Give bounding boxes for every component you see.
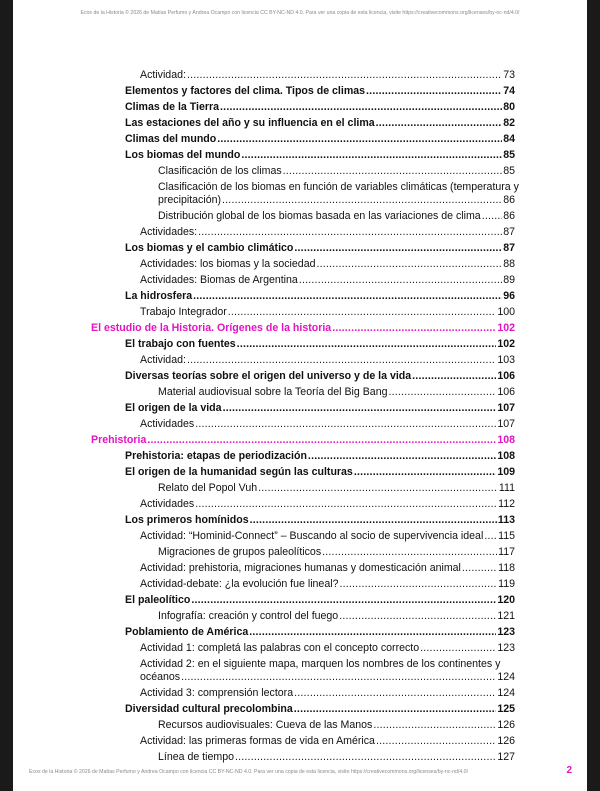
dot-leader (388, 386, 496, 399)
toc-entry-page: 106 (497, 386, 515, 398)
toc-entry-title: Actividad: las primeras formas de vida en América (140, 735, 375, 747)
dot-leader (462, 562, 497, 575)
toc-entry-title: Poblamiento de América (125, 626, 249, 638)
toc-entry-page: 108 (497, 450, 515, 462)
page-number: 2 (566, 765, 572, 776)
table-of-contents (13, 68, 587, 766)
toc-entry-page: 87 (503, 242, 515, 254)
dot-leader (198, 226, 502, 239)
toc-entry-page: 100 (497, 306, 515, 318)
toc-entry[interactable] (13, 209, 587, 225)
document-page (13, 0, 587, 791)
toc-entry-title: El estudio de la Historia. Orígenes de la historia (91, 322, 332, 334)
toc-entry[interactable] (13, 100, 587, 116)
toc-entry[interactable] (13, 273, 587, 289)
toc-entry-page: 127 (497, 751, 515, 763)
toc-entry-title: Elementos y factores del clima. Tipos de climas (125, 85, 366, 97)
toc-entry-title: Actividades (140, 498, 195, 510)
dot-leader (195, 418, 496, 431)
toc-entry-page: 111 (498, 482, 515, 494)
toc-entry-title: Actividades: Biomas de Argentina (140, 274, 298, 286)
toc-entry-page: 96 (503, 290, 515, 302)
dot-leader (484, 530, 497, 543)
dot-leader (482, 210, 503, 223)
toc-entry[interactable] (13, 529, 587, 545)
toc-entry-title-first-line: Actividad 2: en el siguiente mapa, marquen los nombres de los continentes y (140, 658, 501, 670)
toc-entry-page: 82 (503, 117, 515, 129)
toc-entry-page: 120 (497, 594, 515, 606)
toc-entry[interactable] (13, 702, 587, 718)
toc-entry-page: 115 (498, 530, 515, 542)
toc-entry[interactable] (13, 750, 587, 766)
toc-entry[interactable] (13, 465, 587, 481)
toc-entry[interactable] (13, 625, 587, 641)
dot-leader (187, 354, 496, 367)
toc-entry[interactable] (13, 481, 587, 497)
dot-leader (294, 703, 497, 716)
toc-entry-title: Material audiovisual sobre la Teoría del Big Bang (158, 386, 388, 398)
toc-entry-page: 113 (497, 514, 515, 526)
toc-entry[interactable] (13, 116, 587, 132)
toc-entry[interactable] (13, 417, 587, 433)
toc-entry-title: El origen de la vida (125, 402, 222, 414)
toc-entry-page: 89 (503, 274, 515, 286)
toc-entry[interactable] (13, 337, 587, 353)
dot-leader (339, 578, 497, 591)
dot-leader (147, 434, 496, 447)
toc-entry-title: Recursos audiovisuales: Cueva de las Manos (158, 719, 373, 731)
toc-entry-page: 125 (497, 703, 515, 715)
dot-leader (316, 258, 502, 271)
dot-leader (241, 149, 502, 162)
toc-entry[interactable] (13, 641, 587, 657)
toc-entry[interactable] (13, 164, 587, 180)
toc-entry-page: 123 (497, 626, 515, 638)
toc-entry-page: 112 (498, 498, 515, 510)
toc-entry-title: Clasificación de los climas (158, 165, 282, 177)
toc-entry[interactable] (13, 132, 587, 148)
dot-leader (354, 466, 496, 479)
toc-entry-title: Las estaciones del año y su influencia en el clima (125, 117, 375, 129)
dot-leader (308, 450, 496, 463)
dot-leader (420, 642, 496, 655)
dot-leader (228, 306, 497, 319)
dot-leader (376, 735, 496, 748)
dot-leader (294, 687, 496, 700)
dot-leader (250, 514, 497, 527)
toc-entry-page: 123 (497, 642, 515, 654)
toc-entry-page: 119 (498, 578, 515, 590)
toc-entry-title: Trabajo Integrador (140, 306, 227, 318)
toc-entry-title: Infografía: creación y control del fuego (158, 610, 339, 622)
toc-entry[interactable] (13, 718, 587, 734)
toc-entry[interactable] (13, 148, 587, 164)
toc-entry-title: Actividad-debate: ¿la evolución fue lineal? (140, 578, 339, 590)
toc-entry-title: Línea de tiempo (158, 751, 234, 763)
dot-leader (187, 69, 502, 82)
toc-entry[interactable] (13, 84, 587, 100)
dot-leader (191, 594, 496, 607)
toc-entry[interactable] (13, 369, 587, 385)
toc-entry-title: El trabajo con fuentes (125, 338, 236, 350)
toc-entry[interactable] (13, 593, 587, 609)
toc-entry-title: Prehistoria (91, 434, 147, 446)
toc-entry-title: Prehistoria: etapas de periodización (125, 450, 307, 462)
toc-entry-page: 126 (497, 719, 515, 731)
toc-entry-title: Actividad: (140, 354, 186, 366)
toc-entry-page: 74 (503, 85, 515, 97)
toc-entry-title: Actividades: los biomas y la sociedad (140, 258, 316, 270)
toc-entry[interactable] (13, 609, 587, 625)
toc-entry-title-first-line: Clasificación de los biomas en función de variables climáticas (temperatura y (158, 181, 519, 193)
toc-entry[interactable] (13, 241, 587, 257)
dot-leader (283, 165, 503, 178)
toc-entry-title: Diversas teorías sobre el origen del universo y de la vida (125, 370, 412, 382)
toc-entry-page: 108 (497, 434, 515, 446)
toc-entry-page: 124 (497, 687, 515, 699)
toc-entry[interactable] (13, 321, 587, 337)
toc-entry-title: Los biomas del mundo (125, 149, 241, 161)
toc-entry[interactable] (13, 289, 587, 305)
toc-entry-page: 121 (497, 610, 515, 622)
dot-leader (237, 338, 497, 351)
toc-entry-page: 102 (497, 322, 515, 334)
toc-entry[interactable] (13, 497, 587, 513)
toc-entry-title: Actividades (140, 418, 195, 430)
toc-entry-page: 117 (498, 546, 515, 558)
toc-entry-title: Relato del Popol Vuh (158, 482, 258, 494)
dot-leader (332, 322, 496, 335)
toc-entry-title: Migraciones de grupos paleolíticos (158, 546, 322, 558)
toc-entry[interactable] (13, 305, 587, 321)
toc-entry-page: 107 (497, 402, 515, 414)
toc-entry-title: Actividad 3: comprensión lectora (140, 687, 294, 699)
toc-entry-title: Actividad: (140, 69, 186, 81)
toc-entry-title: Distribución global de los biomas basada en las variaciones de clima (158, 210, 481, 222)
toc-entry-title: El origen de la humanidad según las culturas (125, 466, 353, 478)
toc-entry-title: La hidrosfera (125, 290, 193, 302)
dot-leader (220, 101, 502, 114)
toc-entry[interactable] (13, 225, 587, 241)
toc-entry[interactable] (13, 513, 587, 529)
toc-entry-page: 118 (498, 562, 515, 574)
toc-entry-page: 86 (503, 194, 515, 206)
toc-entry[interactable] (13, 561, 587, 577)
toc-entry[interactable] (13, 686, 587, 702)
dot-leader (249, 626, 496, 639)
toc-entry[interactable] (13, 180, 587, 209)
dot-leader (412, 370, 496, 383)
dot-leader (195, 498, 497, 511)
toc-entry-page: 107 (497, 418, 515, 430)
toc-entry[interactable] (13, 401, 587, 417)
toc-entry-page: 88 (503, 258, 515, 270)
toc-entry[interactable] (13, 385, 587, 401)
toc-entry-page: 73 (503, 69, 515, 81)
toc-entry[interactable] (13, 257, 587, 273)
dot-leader (217, 133, 502, 146)
toc-entry[interactable] (13, 545, 587, 561)
dot-leader (376, 117, 503, 130)
toc-entry-title: Actividad 1: completá las palabras con el concepto correcto (140, 642, 420, 654)
dot-leader (223, 402, 497, 415)
toc-entry-page: 106 (497, 370, 515, 382)
toc-entry-page: 85 (503, 149, 515, 161)
toc-entry-page: 85 (503, 165, 515, 177)
dot-leader (339, 610, 496, 623)
toc-entry[interactable] (13, 353, 587, 369)
dot-leader (322, 546, 497, 559)
toc-entry-page: 126 (497, 735, 515, 747)
toc-entry-title: Climas del mundo (125, 133, 217, 145)
dot-leader (235, 751, 496, 764)
toc-entry-title: océanos (140, 671, 181, 683)
toc-entry[interactable] (13, 433, 587, 449)
toc-entry-page: 124 (497, 671, 515, 683)
toc-entry-page: 87 (503, 226, 515, 238)
toc-entry-title: El paleolítico (125, 594, 191, 606)
toc-entry-title: Diversidad cultural precolombina (125, 703, 293, 715)
toc-entry-title: Los biomas y el cambio climático (125, 242, 294, 254)
license-header: Ecos de la Historia © 2026 de Matías Perfumo y Andrea Ocampo con licencia CC BY-NC-ND 4.0. Para ver una copia de esta licencia, visite https://creativecommons.org/licenses/by-nc-nd/4.0/ (80, 10, 520, 16)
dot-leader (258, 482, 498, 495)
toc-entry-page: 80 (503, 101, 515, 113)
toc-entry[interactable] (13, 657, 587, 686)
dot-leader (222, 194, 502, 207)
toc-entry-page: 102 (497, 338, 515, 350)
toc-entry[interactable] (13, 68, 587, 84)
dot-leader (299, 274, 502, 287)
toc-entry-title: Actividad: prehistoria, migraciones humanas y domesticación animal (140, 562, 461, 574)
toc-entry-title: Los primeros homínidos (125, 514, 249, 526)
toc-entry-page: 86 (503, 210, 515, 222)
dot-leader (193, 290, 502, 303)
toc-entry-page: 109 (497, 466, 515, 478)
toc-entry[interactable] (13, 577, 587, 593)
dot-leader (373, 719, 496, 732)
dot-leader (181, 671, 496, 684)
toc-entry-page: 103 (497, 354, 515, 366)
toc-entry-page: 84 (503, 133, 515, 145)
license-footer: Ecos de la Historia © 2026 de Matías Perfumo y Andrea Ocampo con licencia CC BY-NC-ND 4.0. Para ver una copia de esta licencia, visite https://creativecommons.org/licenses/by-nc-nd/4.0/ (29, 769, 469, 775)
dot-leader (366, 85, 502, 98)
toc-entry[interactable] (13, 449, 587, 465)
toc-entry[interactable] (13, 734, 587, 750)
toc-entry-title: Climas de la Tierra (125, 101, 220, 113)
dot-leader (294, 242, 502, 255)
toc-entry-title: precipitación) (158, 194, 222, 206)
toc-entry-title: Actividad: “Hominid-Connect” – Buscando al socio de supervivencia ideal (140, 530, 484, 542)
toc-entry-title: Actividades: (140, 226, 198, 238)
